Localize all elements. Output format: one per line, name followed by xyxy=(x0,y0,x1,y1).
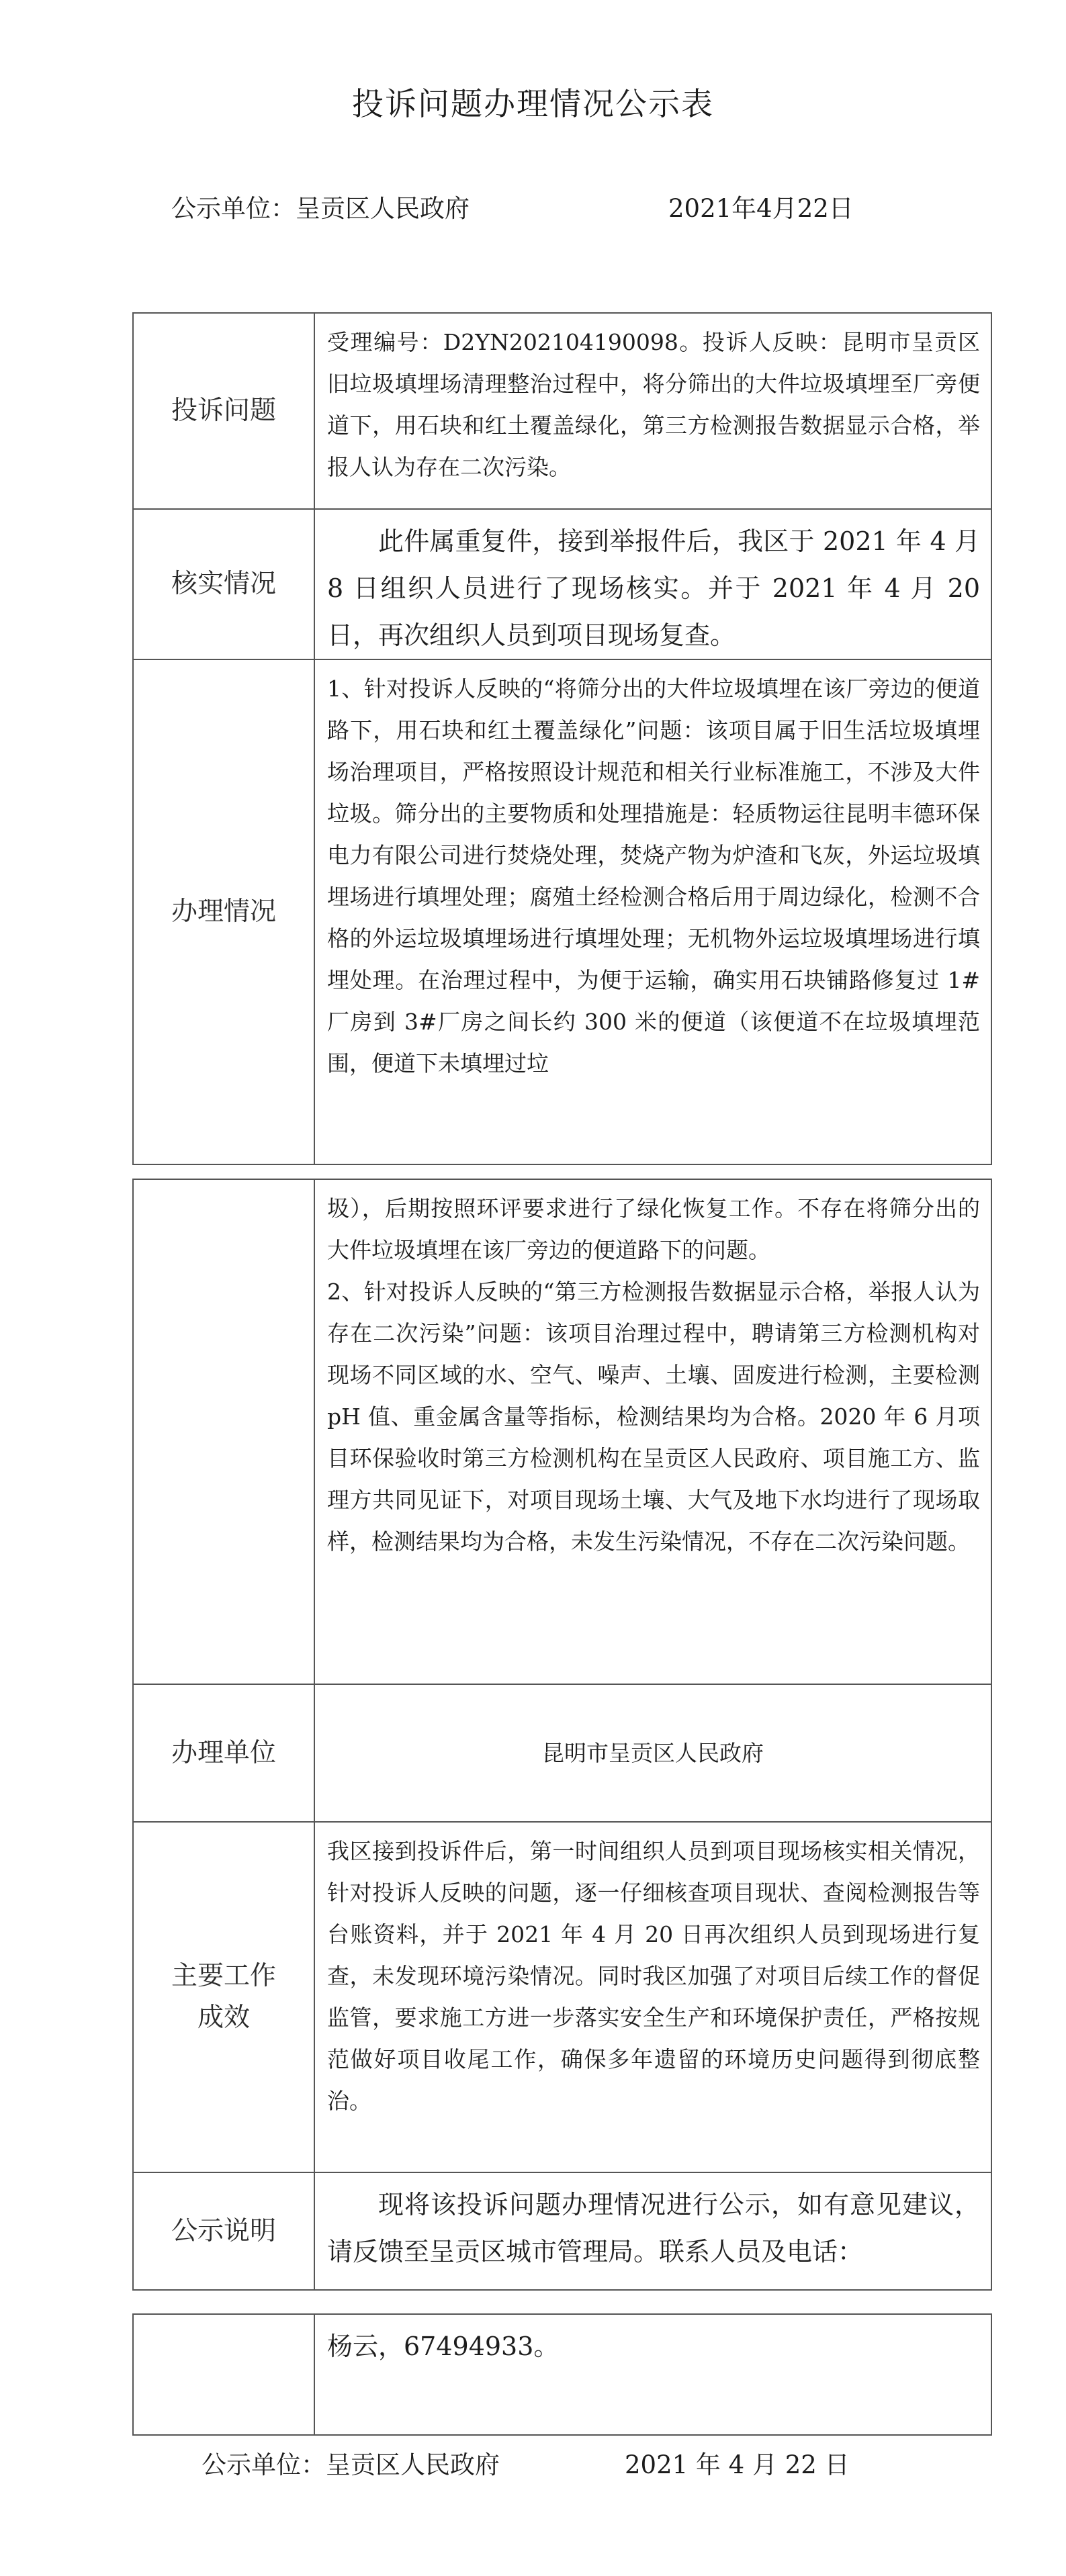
footer-unit: 公示单位：呈贡区人民政府 xyxy=(202,2450,500,2479)
text-notice: 现将该投诉问题办理情况进行公示，如有意见建议，请反馈至呈贡区城市管理局。联系人员及电话： xyxy=(314,2172,991,2290)
footer-date: 2021 年 4 月 22 日 xyxy=(625,2450,850,2479)
row-complaint xyxy=(133,313,991,509)
table-block-2 xyxy=(132,1179,992,2291)
label-results: 主要工作成效 xyxy=(133,1822,314,2172)
text-contact: 杨云，67494933。 xyxy=(314,2314,991,2435)
text-complaint: 受理编号：D2YN202104190098。投诉人反映：昆明市呈贡区旧垃圾填埋场清理整治过程中，将分筛出的大件垃圾填埋至厂旁便道下，用石块和红土覆盖绿化，第三方检测报告数据显示合格，举报人认为存在二次污染。 xyxy=(314,313,991,509)
row-unit xyxy=(133,1684,991,1822)
row-contact xyxy=(133,2314,991,2435)
text-handling-cont: 圾），后期按照环评要求进行了绿化恢复工作。不存在将筛分出的大件垃圾填埋在该厂旁边的便道路下的问题。 2、针对投诉人反映的“第三方检测报告数据显示合格，举报人认为存在二次污染”问题：该项目治理过程中，聘请第三方检测机构对现场不同区域的水、空气、噪声、土壤、固废进行检测，主要检测 pH 值、重金属含量等指标，检测结果均为合格。2020 年 6 月项目环保验收时第三方检测机构在呈贡区人民政府、项目施工方、监理方共同见证下，对项目现场土壤、大气及地下水均进行了现场取样，检测结果均为合格，未发生污染情况，不存在二次污染问题。 xyxy=(314,1179,991,1684)
page-title: 投诉问题办理情况公示表 xyxy=(352,86,714,123)
text-verification: 此件属重复件，接到举报件后，我区于 2021 年 4 月 8 日组织人员进行了现场核实。并于 2021 年 4 月 20 日，再次组织人员到项目现场复查。 xyxy=(314,509,991,659)
row-handling xyxy=(133,659,991,1164)
header-date: 2021年4月22日 xyxy=(668,194,854,223)
row-handling-cont xyxy=(133,1179,991,1684)
table-block-3 xyxy=(132,2313,992,2436)
text-handling-part1: 1、针对投诉人反映的“将筛分出的大件垃圾填埋在该厂旁边的便道路下，用石块和红土覆盖绿化”问题：该项目属于旧生活垃圾填埋场治理项目，严格按照设计规范和相关行业标准施工，不涉及大件垃圾。筛分出的主要物质和处理措施是：轻质物运往昆明丰德环保电力有限公司进行焚烧处理，焚烧产物为炉渣和飞灰，外运垃圾填埋场进行填埋处理；腐殖土经检测合格后用于周边绿化，检测不合格的外运垃圾填埋场进行填埋处理；无机物外运垃圾填埋场进行填埋处理。在治理过程中，为便于运输，确实用石块铺路修复过 1#厂房到 3#厂房之间长约 300 米的便道（该便道不在垃圾填埋范围，便道下未填埋过垃 xyxy=(314,659,991,1164)
row-results xyxy=(133,1822,991,2172)
label-complaint: 投诉问题 xyxy=(133,313,314,509)
label-unit: 办理单位 xyxy=(133,1684,314,1822)
label-handling: 办理情况 xyxy=(133,659,314,1164)
label-verification: 核实情况 xyxy=(133,509,314,659)
table-block-1 xyxy=(132,312,992,1165)
row-notice xyxy=(133,2172,991,2290)
text-unit: 昆明市呈贡区人民政府 xyxy=(314,1684,991,1822)
row-verification xyxy=(133,509,991,659)
text-results: 我区接到投诉件后，第一时间组织人员到项目现场核实相关情况，针对投诉人反映的问题，逐一仔细核查项目现状、查阅检测报告等台账资料，并于 2021 年 4 月 20 日再次组织人员到现场进行复查，未发现环境污染情况。同时我区加强了对项目后续工作的督促监管，要求施工方进一步落实安全生产和环境保护责任，严格按规范做好项目收尾工作，确保多年遗留的环境历史问题得到彻底整治。 xyxy=(314,1822,991,2172)
label-notice: 公示说明 xyxy=(133,2172,314,2290)
header-unit: 公示单位：呈贡区人民政府 xyxy=(171,194,470,223)
